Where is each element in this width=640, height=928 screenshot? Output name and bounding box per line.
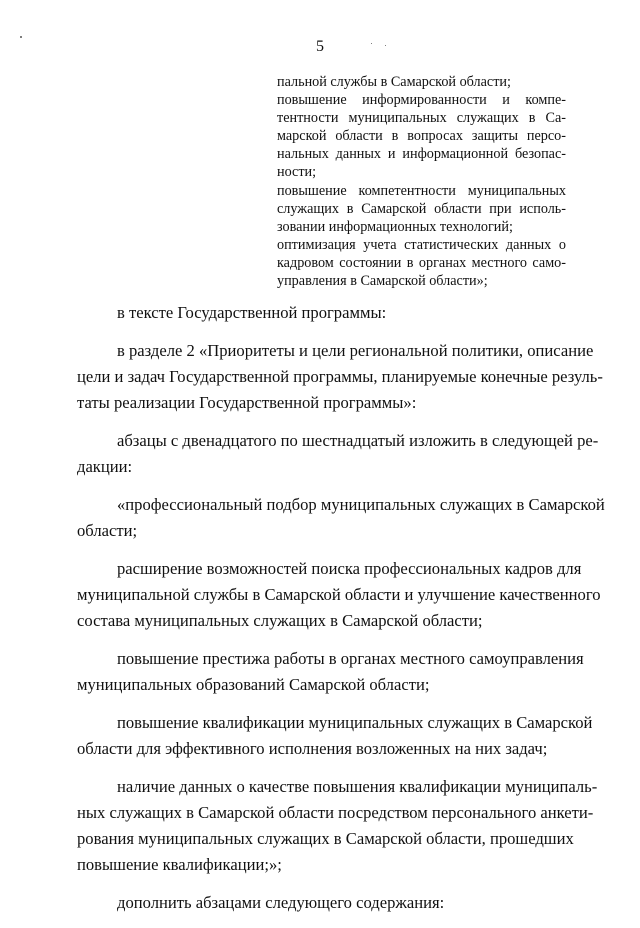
- paragraph-line: в разделе 2 «Приоритеты и цели региональной политики, описание: [117, 341, 594, 360]
- paragraph: [77, 338, 603, 416]
- paragraph-line: области;: [77, 521, 138, 540]
- paragraph-line: дополнить абзацами следующего содержания:: [117, 893, 445, 912]
- paragraph: [77, 428, 599, 480]
- paragraph-line: расширение возможностей поиска профессиональных кадров для: [117, 559, 582, 578]
- paragraph-line: «профессиональный подбор муниципальных служащих в Самарской: [117, 495, 605, 514]
- paragraph-line: наличие данных о качестве повышения квалификации муниципаль-: [117, 777, 598, 796]
- paragraph: [77, 710, 593, 762]
- paragraph: [77, 646, 584, 698]
- inset-line: кадровом состоянии в органах местного само-: [277, 254, 566, 271]
- scan-speck: [385, 45, 386, 46]
- paragraph-line: абзацы с двенадцатого по шестнадцатый изложить в следующей ре-: [117, 431, 599, 450]
- document-body: [77, 300, 605, 928]
- paragraph: [77, 890, 565, 916]
- inset-line: ности;: [277, 164, 317, 181]
- inset-line: зовании информационных технологий;: [277, 218, 513, 235]
- scan-speck: [20, 36, 22, 38]
- inset-line: марской области в вопросах защиты персо-: [277, 128, 566, 145]
- inset-line: повышение компетентности муниципальных: [277, 182, 566, 199]
- paragraph-line: области для эффективного исполнения возложенных на них задач;: [77, 739, 548, 758]
- paragraph-line: муниципальной службы в Самарской области и улучшение качественного: [77, 585, 601, 604]
- inset-line: пальной службы в Самарской области;: [277, 74, 511, 90]
- inset-line: управления в Самарской области»;: [277, 273, 488, 290]
- paragraph-line: повышение престижа работы в органах местного самоуправления: [117, 649, 584, 668]
- paragraph-line: ных служащих в Самарской области посредством персонального анкети-: [77, 803, 594, 822]
- quoted-inset-block: [277, 73, 566, 290]
- paragraph-line: повышение квалификации муниципальных служащих в Самарской: [117, 713, 593, 732]
- inset-line: нальных данных и информационной безопас-: [277, 146, 566, 163]
- paragraph: [77, 492, 605, 544]
- inset-line: оптимизация учета статистических данных о: [277, 236, 566, 253]
- paragraph-line: повышение квалификации;»;: [77, 855, 282, 874]
- paragraph: [77, 556, 601, 634]
- page-number: 5: [316, 38, 324, 55]
- inset-line: тентности муниципальных служащих в Са-: [277, 110, 566, 127]
- paragraph: [77, 774, 598, 878]
- paragraph-line: таты реализации Государственной программы»:: [77, 393, 417, 412]
- paragraph: [77, 300, 565, 326]
- paragraph-line: цели и задач Государственной программы, планируемые конечные резуль-: [77, 367, 603, 386]
- paragraph-line: в тексте Государственной программы:: [117, 303, 387, 322]
- paragraph-line: рования муниципальных служащих в Самарской области, прошедших: [77, 829, 574, 848]
- inset-line: служащих в Самарской области при исполь-: [277, 200, 566, 217]
- scan-speck: [371, 43, 372, 44]
- paragraph-line: состава муниципальных служащих в Самарской области;: [77, 611, 483, 630]
- paragraph-line: дакции:: [77, 457, 133, 476]
- paragraph-line: муниципальных образований Самарской области;: [77, 675, 430, 694]
- inset-line: повышение информированности и компе-: [277, 92, 566, 109]
